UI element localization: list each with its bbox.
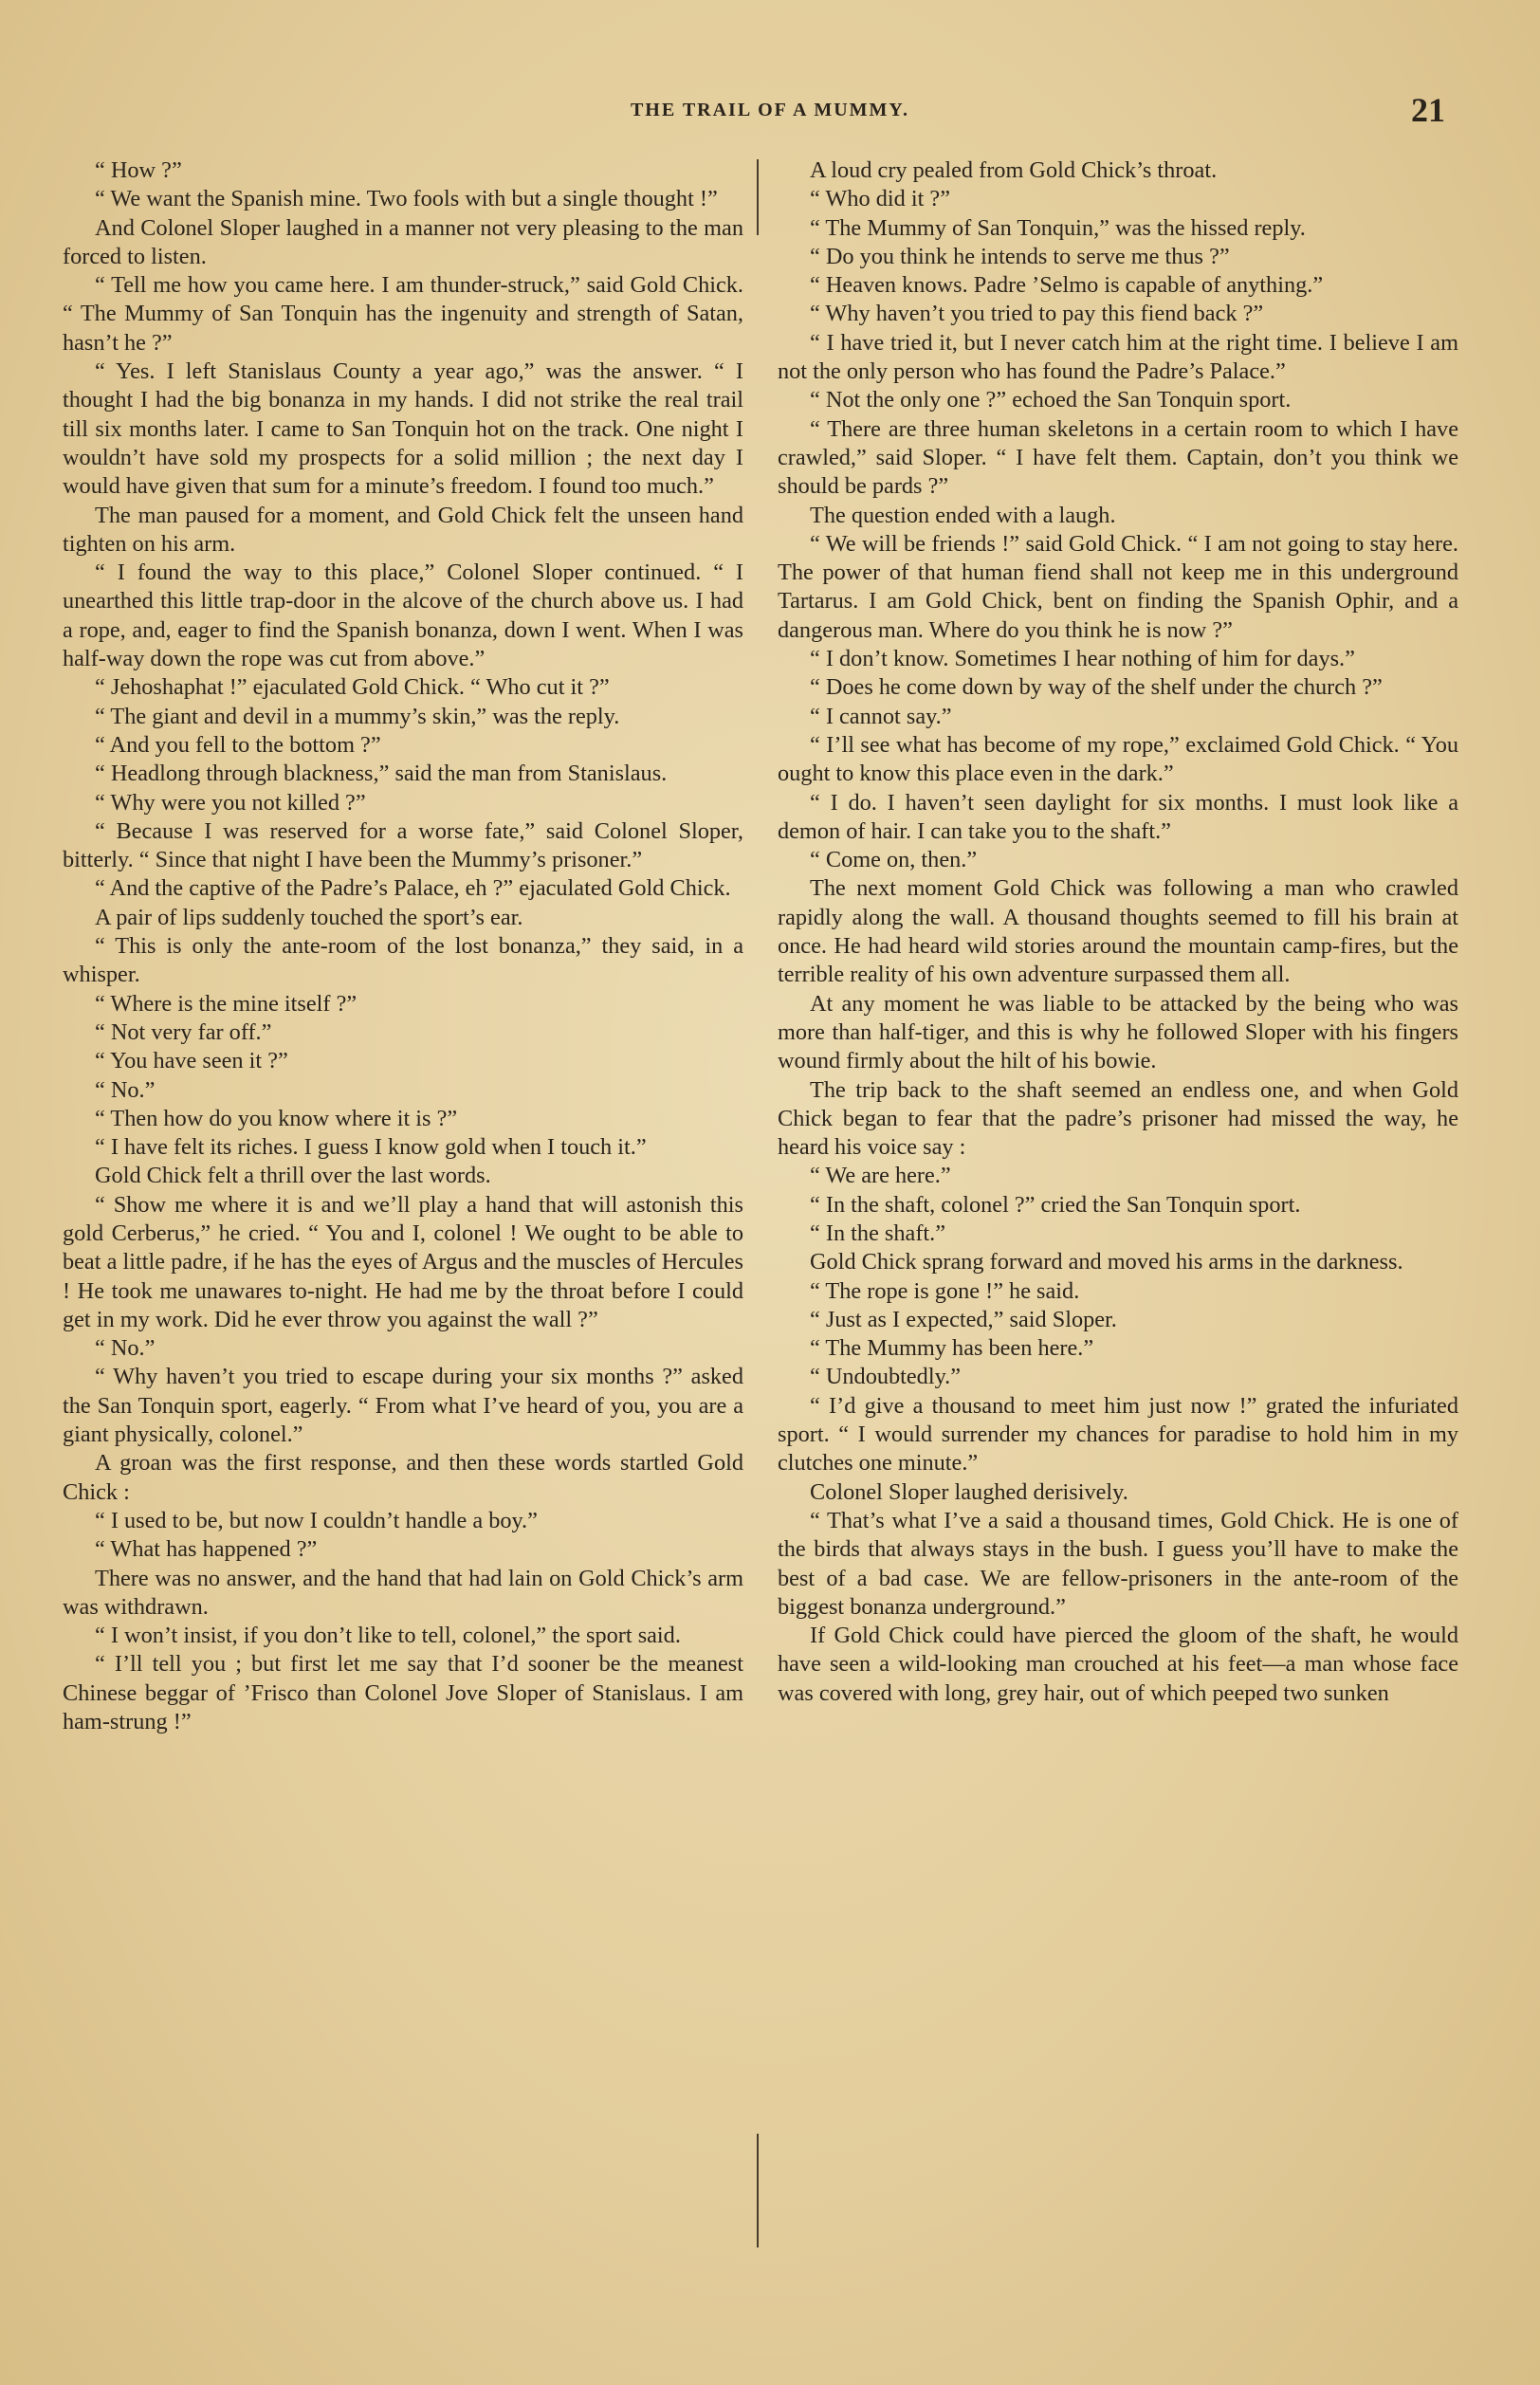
paragraph: A pair of lips suddenly touched the sport’s ear.: [95, 904, 523, 930]
paragraph: “ That’s what I’ve a said a thousand times, Gold Chick. He is one of the birds that always stays in the bush. I guess you’ll have to make the best of a bad case. We are fellow-prisoners in the ante-room of the biggest bonanza underground.”: [778, 1507, 1458, 1620]
paragraph: “ I’ll tell you ; but first let me say that I’d sooner be the meanest Chinese beggar of ’Frisco than Colonel Jove Sloper of Stanislaus. I am ham-strung !”: [63, 1651, 743, 1735]
running-title: THE TRAIL OF A MUMMY.: [630, 100, 910, 120]
paragraph: A loud cry pealed from Gold Chick’s throat.: [810, 157, 1218, 183]
paragraph: “ Do you think he intends to serve me thus ?”: [810, 243, 1230, 269]
paragraph: Gold Chick felt a thrill over the last words.: [95, 1163, 491, 1189]
paragraph: “ Undoubtedly.”: [810, 1364, 962, 1390]
column-rule-bottom: [757, 2134, 759, 2247]
paragraph: “ Does he come down by way of the shelf under the church ?”: [810, 674, 1383, 701]
paragraph: “ Yes. I left Stanislaus County a year ago,” was the answer. “ I thought I had the big bonanza in my hands. I did not strike the real trail till six months later. I came to San Tonquin hot on the track. One night I wouldn’t have sold my prospects for a solid million ; the next day I would have given that sum for a minute’s freedom. I found too much.”: [63, 358, 743, 500]
paragraph: “ The Mummy of San Tonquin,” was the hissed reply.: [810, 214, 1306, 241]
paragraph: “ Why haven’t you tried to pay this fiend back ?”: [810, 301, 1264, 327]
right-column: [778, 156, 1458, 1708]
paragraph: “ Then how do you know where it is ?”: [95, 1105, 458, 1131]
paragraph: “ This is only the ante-room of the lost bonanza,” they said, in a whisper.: [63, 933, 743, 988]
page-number: 21: [1411, 91, 1445, 129]
paragraph: “ The rope is gone !” he said.: [810, 1277, 1080, 1304]
paragraph: “ Headlong through blackness,” said the man from Stanislaus.: [95, 761, 668, 787]
paragraph: There was no answer, and the hand that had lain on Gold Chick’s arm was withdrawn.: [63, 1565, 743, 1620]
paragraph: At any moment he was liable to be attacked by the being who was more than half-tiger, and this is why he followed Sloper with his fingers wound firmly about the hilt of his bowie.: [778, 990, 1458, 1074]
paragraph: “ Who did it ?”: [810, 186, 950, 212]
paragraph: “ Show me where it is and we’ll play a hand that will astonish this gold Cerberus,” he cried. “ You and I, colonel ! We ought to be able to beat a little padre, if he has the eyes of Argus and the muscles of Hercules ! He took me unawares to-night. He had me by the throat before I could get in my work. Did he ever throw you against the wall ?”: [63, 1191, 743, 1332]
paragraph: And Colonel Sloper laughed in a manner not very pleasing to the man forced to listen.: [63, 214, 743, 269]
paragraph: “ I’d give a thousand to meet him just now !” grated the infuriated sport. “ I would surrender my chances for paradise to hold him in my clutches one minute.”: [778, 1392, 1458, 1477]
paragraph: “ We want the Spanish mine. Two fools with but a single thought !”: [95, 186, 718, 212]
paragraph: “ And the captive of the Padre’s Palace, eh ?” ejaculated Gold Chick.: [95, 875, 731, 902]
column-rule-top: [757, 159, 759, 235]
paragraph: “ You have seen it ?”: [95, 1048, 288, 1074]
paragraph: “ What has happened ?”: [95, 1536, 318, 1563]
paragraph: “ Where is the mine itself ?”: [95, 990, 358, 1017]
paragraph: “ Come on, then.”: [810, 847, 978, 873]
paragraph: A groan was the first response, and then these words startled Gold Chick :: [63, 1450, 743, 1505]
paragraph: “ There are three human skeletons in a certain room to which I have crawled,” said Sloper. “ I have felt them. Captain, don’t you think we should be pards ?”: [778, 415, 1458, 500]
paragraph: “ I found the way to this place,” Colonel Sloper continued. “ I unearthed this little trap-door in the alcove of the church above us. I had a rope, and, eager to find the Spanish bonanza, down I went. When I was half-way down the rope was cut from above.”: [63, 560, 743, 672]
paragraph: “ We are here.”: [810, 1163, 951, 1189]
paragraph: “ Jehoshaphat !” ejaculated Gold Chick. “ Who cut it ?”: [95, 674, 610, 701]
paragraph: “ Because I was reserved for a worse fate,” said Colonel Sloper, bitterly. “ Since that night I have been the Mummy’s prisoner.”: [63, 817, 743, 873]
paragraph: “ And you fell to the bottom ?”: [95, 731, 381, 758]
paragraph: “ I’ll see what has become of my rope,” exclaimed Gold Chick. “ You ought to know this place even in the dark.”: [778, 731, 1458, 787]
paragraph: “ The giant and devil in a mummy’s skin,” was the reply.: [95, 703, 620, 729]
paragraph: If Gold Chick could have pierced the gloom of the shaft, he would have seen a wild-looking man crouched at his feet—a man whose face was covered with long, grey hair, out of which peeped two sunken: [778, 1623, 1458, 1706]
paragraph: “ I won’t insist, if you don’t like to tell, colonel,” the sport said.: [95, 1623, 681, 1649]
paragraph: “ I have tried it, but I never catch him at the right time. I believe I am not the only person who has found the Padre’s Palace.”: [778, 329, 1458, 385]
paragraph: “ I have felt its riches. I guess I know gold when I touch it.”: [95, 1134, 647, 1161]
paragraph: “ No.”: [95, 1335, 156, 1362]
paragraph: “ Just as I expected,” said Sloper.: [810, 1306, 1117, 1332]
paragraph: The man paused for a moment, and Gold Chick felt the unseen hand tighten on his arm.: [63, 502, 743, 557]
paragraph: “ The Mummy has been here.”: [810, 1335, 1094, 1362]
paragraph: “ Heaven knows. Padre ’Selmo is capable of anything.”: [810, 272, 1324, 299]
paragraph: “ No.”: [95, 1076, 156, 1103]
paragraph: The question ended with a laugh.: [810, 502, 1116, 528]
paragraph: The trip back to the shaft seemed an endless one, and when Gold Chick began to fear that the padre’s prisoner had missed the way, he heard his voice say :: [778, 1076, 1458, 1161]
running-header: [0, 91, 1540, 129]
paragraph: Colonel Sloper laughed derisively.: [810, 1478, 1128, 1505]
paragraph: “ I don’t know. Sometimes I hear nothing of him for days.”: [810, 646, 1355, 672]
paragraph: “ I cannot say.”: [810, 703, 952, 729]
paragraph: “ Why were you not killed ?”: [95, 789, 366, 816]
paragraph: “ I used to be, but now I couldn’t handle a boy.”: [95, 1507, 538, 1533]
paragraph: “ Not very far off.”: [95, 1018, 272, 1045]
left-column: [63, 156, 743, 1736]
paragraph: The next moment Gold Chick was following a man who crawled rapidly along the wall. A thousand thoughts seemed to fill his brain at once. He had heard wild stories around the mountain camp-fires, but the terrible reality of his own adventure surpassed them all.: [778, 875, 1458, 988]
paragraph: Gold Chick sprang forward and moved his arms in the darkness.: [810, 1249, 1403, 1275]
paragraph: “ How ?”: [95, 157, 182, 183]
paragraph: “ In the shaft, colonel ?” cried the San Tonquin sport.: [810, 1191, 1301, 1218]
paragraph: “ Why haven’t you tried to escape during your six months ?” asked the San Tonquin sport, eagerly. “ From what I’ve heard of you, you are a giant physically, colonel.”: [63, 1364, 743, 1448]
paragraph: “ We will be friends !” said Gold Chick. “ I am not going to stay here. The power of that human fiend shall not keep me in this underground Tartarus. I am Gold Chick, bent on finding the Spanish Ophir, and a dangerous man. Where do you think he is now ?”: [778, 530, 1458, 643]
paragraph: “ In the shaft.”: [810, 1220, 946, 1246]
paragraph: “ Tell me how you came here. I am thunder-struck,” said Gold Chick. “ The Mummy of San Tonquin has the ingenuity and strength of Satan, hasn’t he ?”: [63, 272, 743, 356]
paragraph: “ I do. I haven’t seen daylight for six months. I must look like a demon of hair. I can take you to the shaft.”: [778, 789, 1458, 844]
paragraph: “ Not the only one ?” echoed the San Tonquin sport.: [810, 387, 1292, 413]
